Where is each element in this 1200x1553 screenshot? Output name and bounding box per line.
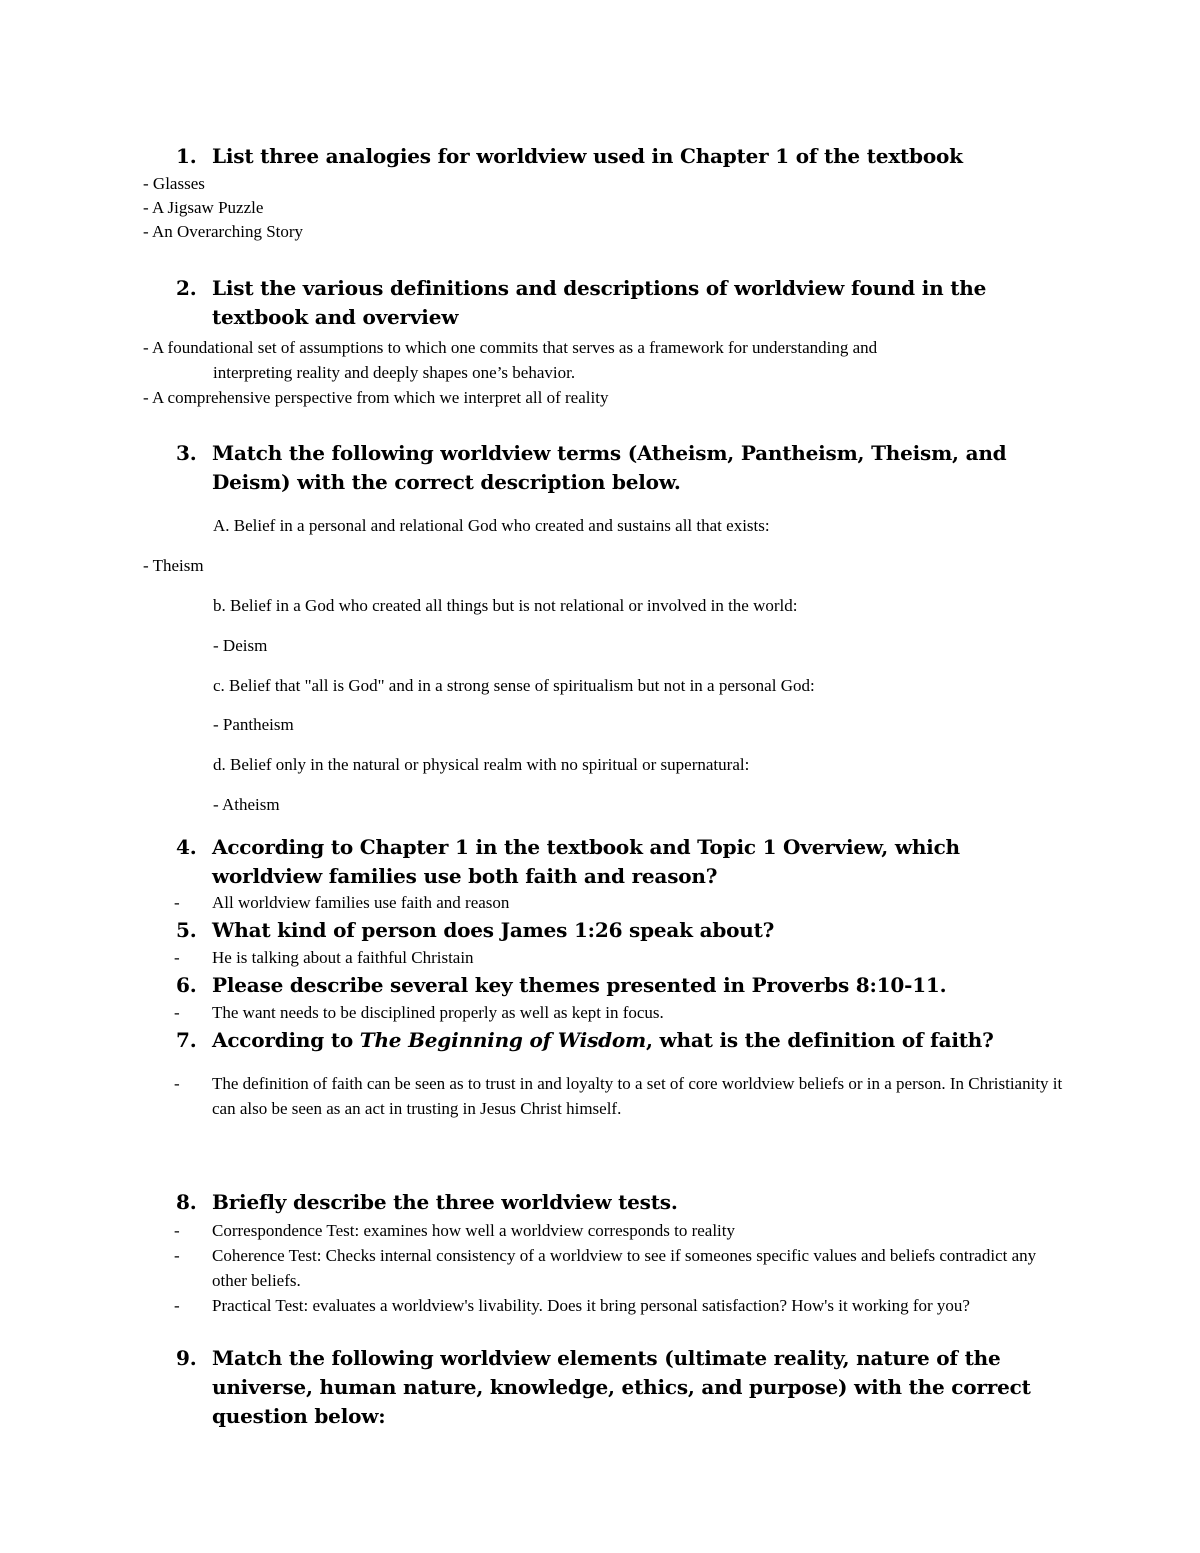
question-text: Briefly describe the three worldview tests. [212, 1190, 678, 1214]
answer-text: The definition of faith can be seen as to trust in and loyalty to a set of core worldview beliefs or in a person. In Christianity it can also be seen as an act in trusting in Jesus Christ himself. [212, 1074, 1063, 1118]
match-answer-a: - Theism [143, 556, 204, 575]
answer-line: - An Overarching Story [143, 222, 304, 241]
question-1 [176, 142, 1072, 171]
bullet-dash: - [174, 893, 180, 912]
question-text: According to The Beginning of Wisdom, what is the definition of faith? [212, 1028, 994, 1052]
question-7 [176, 1026, 1072, 1055]
answer-item [174, 1000, 1072, 1025]
question-3 [176, 439, 1072, 497]
question-text: What kind of person does James 1:26 speak about? [212, 918, 775, 942]
answer-item [174, 1071, 1072, 1121]
question-text: Match the following worldview elements (ultimate reality, nature of the universe, human nature, knowledge, ethics, and purpose) with the correct question below: [212, 1346, 1031, 1428]
question-number: 8. [176, 1190, 197, 1214]
question-text: Please describe several key themes presented in Proverbs 8:10-11. [212, 973, 947, 997]
question-number: 7. [176, 1028, 197, 1052]
question-number: 5. [176, 918, 197, 942]
answer-block [143, 335, 877, 385]
answer-line: - Glasses [143, 174, 205, 193]
bullet-dash: - [174, 1246, 180, 1265]
question-9 [176, 1344, 1072, 1431]
answer-line: interpreting reality and deeply shapes one’s behavior. [213, 363, 576, 382]
question-number: 4. [176, 835, 197, 859]
match-description-d: d. Belief only in the natural or physical realm with no spiritual or supernatural: [213, 755, 750, 774]
question-4 [176, 833, 1072, 891]
answer-text: Correspondence Test: examines how well a worldview corresponds to reality [212, 1221, 735, 1240]
answer-line: - A foundational set of assumptions to which one commits that serves as a framework for understanding and [143, 338, 878, 357]
answer-text: The want needs to be disciplined properly as well as kept in focus. [212, 1003, 664, 1022]
answer-text: All worldview families use faith and reason [212, 893, 510, 912]
question-5 [176, 916, 1072, 945]
question-text: Match the following worldview terms (Atheism, Pantheism, Theism, and Deism) with the correct description below. [212, 441, 1007, 494]
question-number: 6. [176, 973, 197, 997]
answer-line: - A comprehensive perspective from which we interpret all of reality [143, 388, 609, 407]
question-text: According to Chapter 1 in the textbook and Topic 1 Overview, which worldview families use both faith and reason? [212, 835, 960, 888]
bullet-dash: - [174, 1221, 180, 1240]
question-text: List three analogies for worldview used in Chapter 1 of the textbook [212, 144, 963, 168]
bullet-dash: - [174, 1296, 180, 1315]
answer-line: - A Jigsaw Puzzle [143, 198, 264, 217]
answer-text: Coherence Test: Checks internal consistency of a worldview to see if someones specific values and beliefs contradict any other beliefs. [212, 1246, 1037, 1290]
answer-item [174, 890, 1072, 915]
answer-text: Practical Test: evaluates a worldview's livability. Does it bring personal satisfaction? How's it working for you? [212, 1296, 970, 1315]
question-number: 2. [176, 276, 197, 300]
question-number: 3. [176, 441, 197, 465]
question-text: List the various definitions and descriptions of worldview found in the textbook and overview [212, 276, 987, 329]
answer-item [174, 1218, 1072, 1243]
answer-item [174, 945, 1072, 970]
answer-item [174, 1293, 1072, 1318]
answer-item [174, 1243, 1072, 1293]
match-answer-b: - Deism [213, 636, 268, 655]
match-answer-d: - Atheism [213, 795, 280, 814]
question-number: 9. [176, 1346, 197, 1370]
question-2 [176, 274, 1072, 332]
question-6 [176, 971, 1072, 1000]
bullet-dash: - [174, 1003, 180, 1022]
match-description-b: b. Belief in a God who created all things but is not relational or involved in the world: [213, 596, 798, 615]
book-title: The Beginning of Wisdom [359, 1028, 647, 1052]
match-answer-c: - Pantheism [213, 715, 294, 734]
match-description-a: A. Belief in a personal and relational God who created and sustains all that exists: [213, 516, 770, 535]
bullet-dash: - [174, 1074, 180, 1093]
answer-text: He is talking about a faithful Christain [212, 948, 474, 967]
bullet-dash: - [174, 948, 180, 967]
question-number: 1. [176, 144, 197, 168]
match-description-c: c. Belief that "all is God" and in a strong sense of spiritualism but not in a personal God: [213, 676, 815, 695]
question-8 [176, 1188, 1072, 1217]
